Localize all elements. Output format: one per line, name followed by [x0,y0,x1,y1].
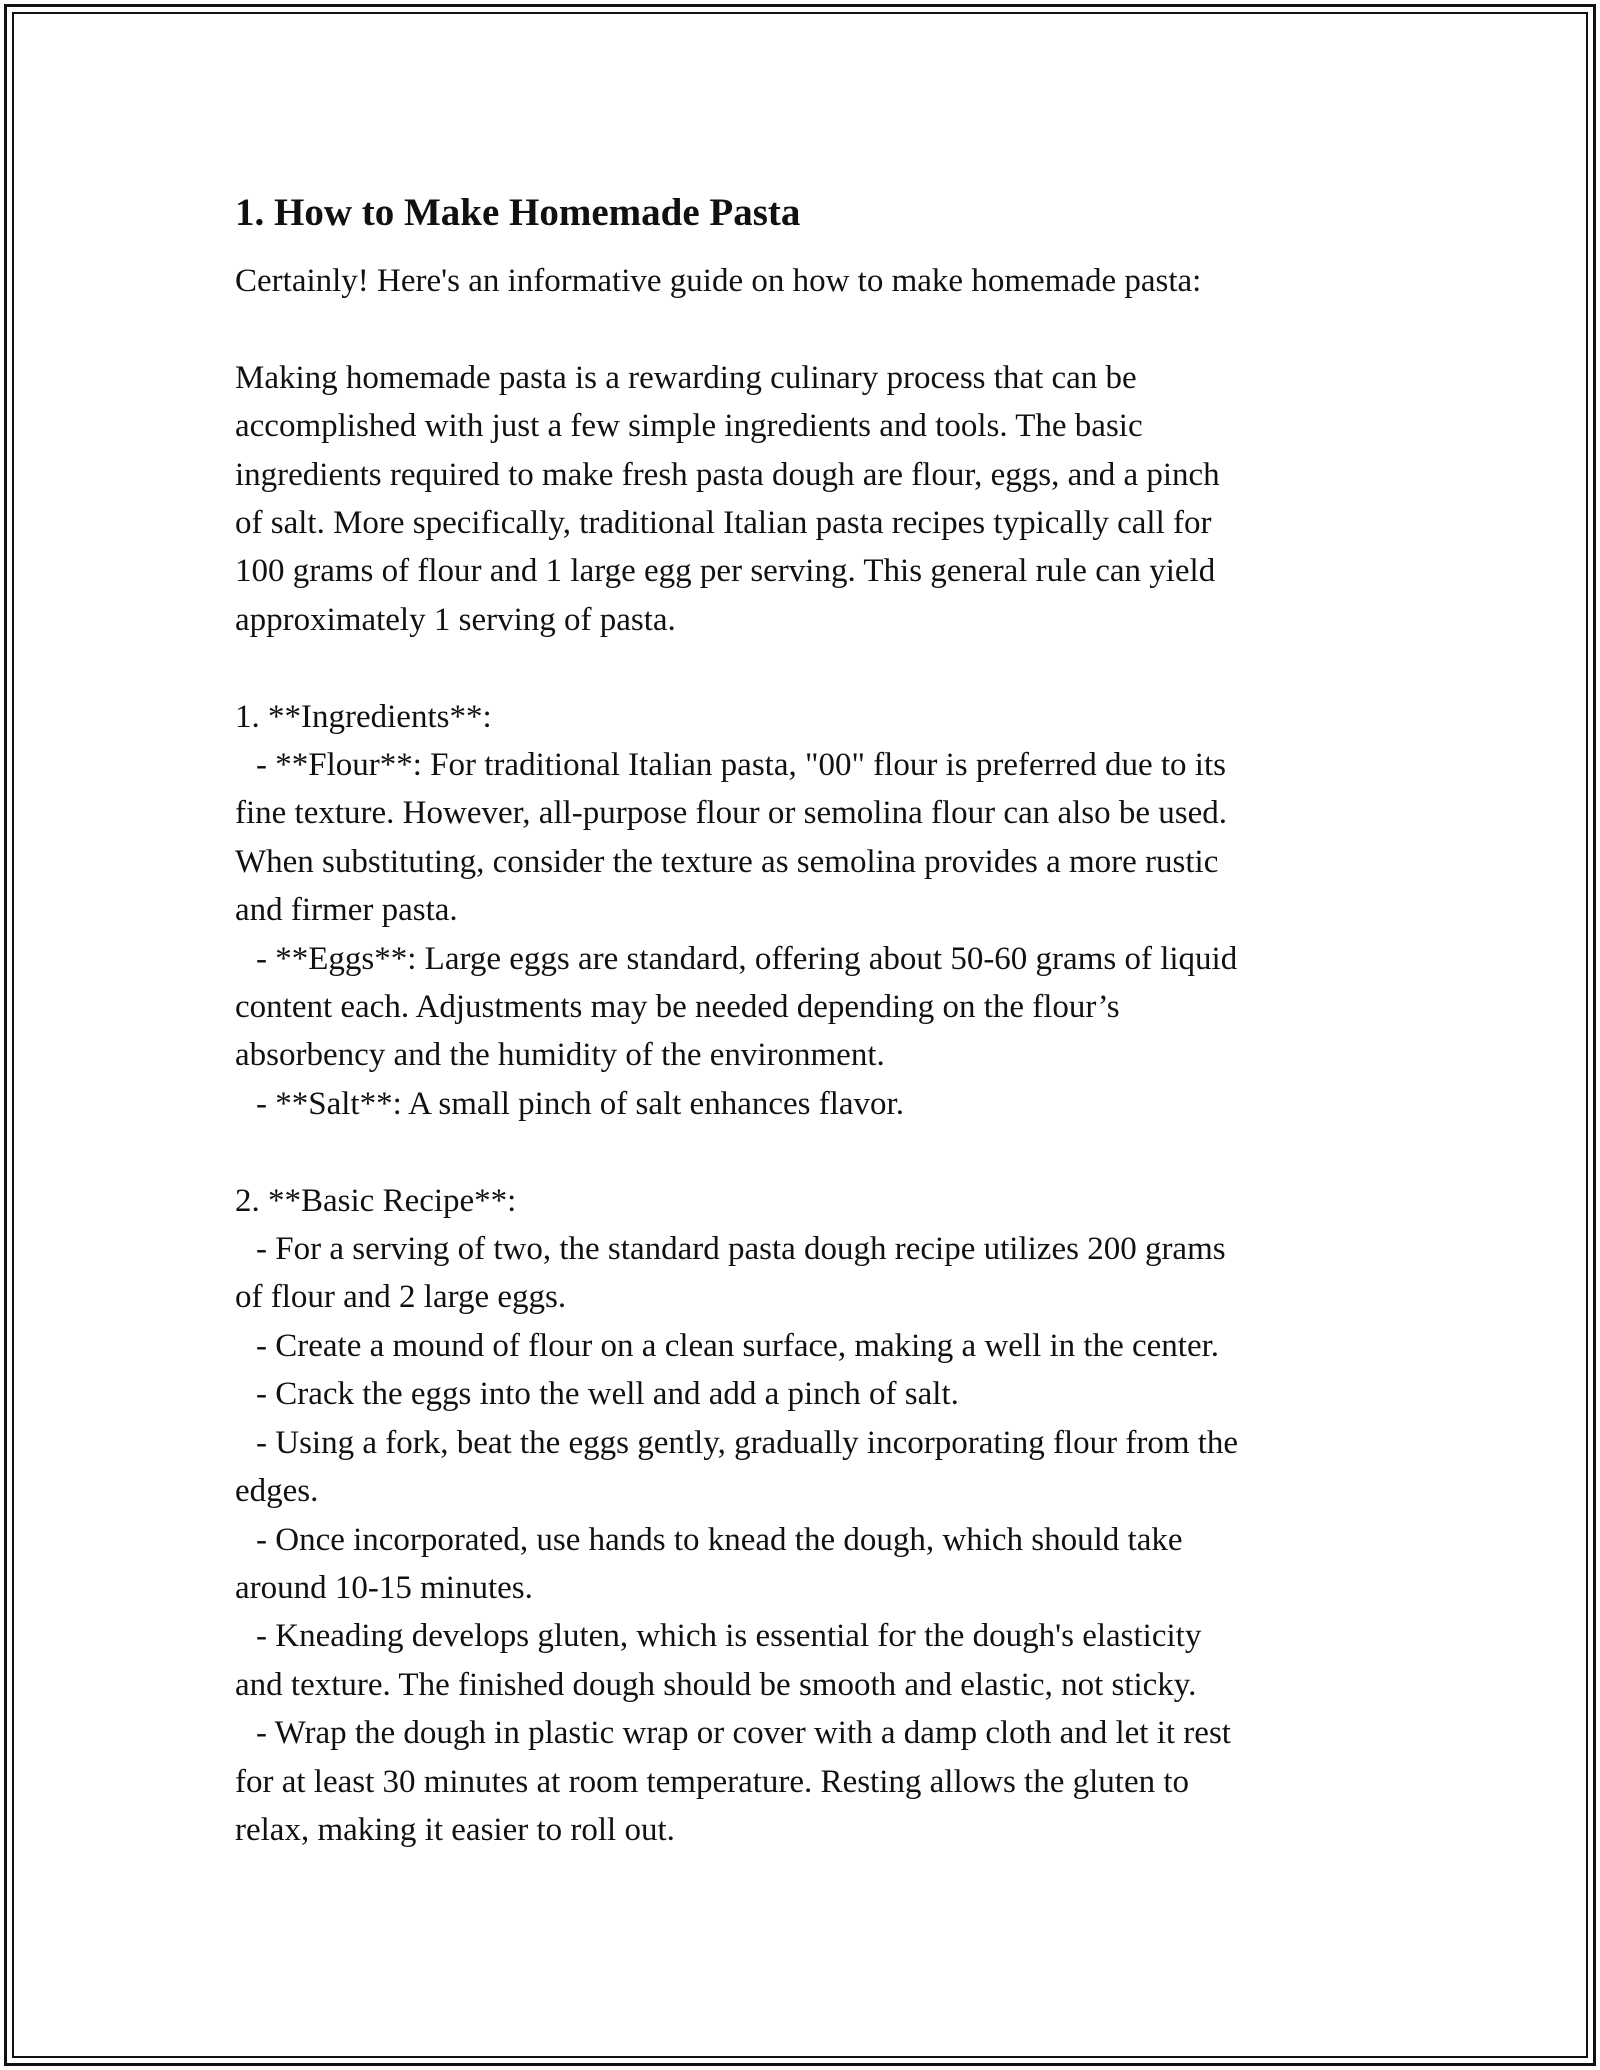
text-line: and texture. The finished dough should be smooth and elastic, not sticky. [235,1666,1197,1703]
text-line: of salt. More specifically, traditional Italian pasta recipes typically call for [235,505,1212,542]
text-line: - For a serving of two, the standard pasta dough recipe utilizes 200 grams [256,1231,1226,1268]
text-line: - Create a mound of flour on a clean surface, making a well in the center. [256,1327,1220,1364]
text-line: of flour and 2 large eggs. [235,1279,567,1316]
text-line: - Crack the eggs into the well and add a pinch of salt. [256,1376,959,1413]
document-text [235,257,1375,1854]
text-line: accomplished with just a few simple ingredients and tools. The basic [235,408,1143,445]
text-line: 1. **Ingredients**: [235,698,492,735]
text-line: and firmer pasta. [235,892,458,929]
text-line: approximately 1 serving of pasta. [235,601,676,638]
text-line: Making homemade pasta is a rewarding culinary process that can be [235,359,1137,396]
text-line: fine texture. However, all-purpose flour or semolina flour can also be used. [235,795,1228,832]
text-line: ingredients required to make fresh pasta dough are flour, eggs, and a pinch [235,456,1220,493]
text-line: content each. Adjustments may be needed depending on the flour’s [235,989,1120,1026]
text-line: - Once incorporated, use hands to knead the dough, which should take [256,1521,1183,1558]
text-line: - **Flour**: For traditional Italian pasta, "00" flour is preferred due to its [256,747,1226,784]
paragraph-gap [235,305,1375,353]
text-line: - Kneading develops gluten, which is essential for the dough's elasticity [256,1618,1202,1655]
text-line: - Wrap the dough in plastic wrap or cover with a damp cloth and let it rest [256,1715,1231,1752]
text-line: When substituting, consider the texture as semolina provides a more rustic [235,843,1219,880]
text-line: relax, making it easier to roll out. [235,1811,675,1848]
page-title: 1. How to Make Homemade Pasta [235,191,801,234]
text-line: - **Salt**: A small pinch of salt enhances flavor. [256,1085,904,1122]
text-line: Certainly! Here's an informative guide on how to make homemade pasta: [235,263,1202,299]
paragraph-gap [235,644,1375,692]
text-line: edges. [235,1473,319,1510]
text-line: for at least 30 minutes at room temperature. Resting allows the gluten to [235,1763,1190,1800]
document-body [235,183,1375,1854]
text-line: absorbency and the humidity of the environment. [235,1037,885,1074]
paragraph-gap [235,1128,1375,1176]
text-line: - Using a fork, beat the eggs gently, gradually incorporating flour from the [256,1424,1239,1461]
text-line: - **Eggs**: Large eggs are standard, offering about 50-60 grams of liquid [256,940,1238,977]
text-line: 2. **Basic Recipe**: [235,1182,517,1219]
text-line: around 10-15 minutes. [235,1569,533,1606]
text-line: 100 grams of flour and 1 large egg per serving. This general rule can yield [235,553,1216,590]
